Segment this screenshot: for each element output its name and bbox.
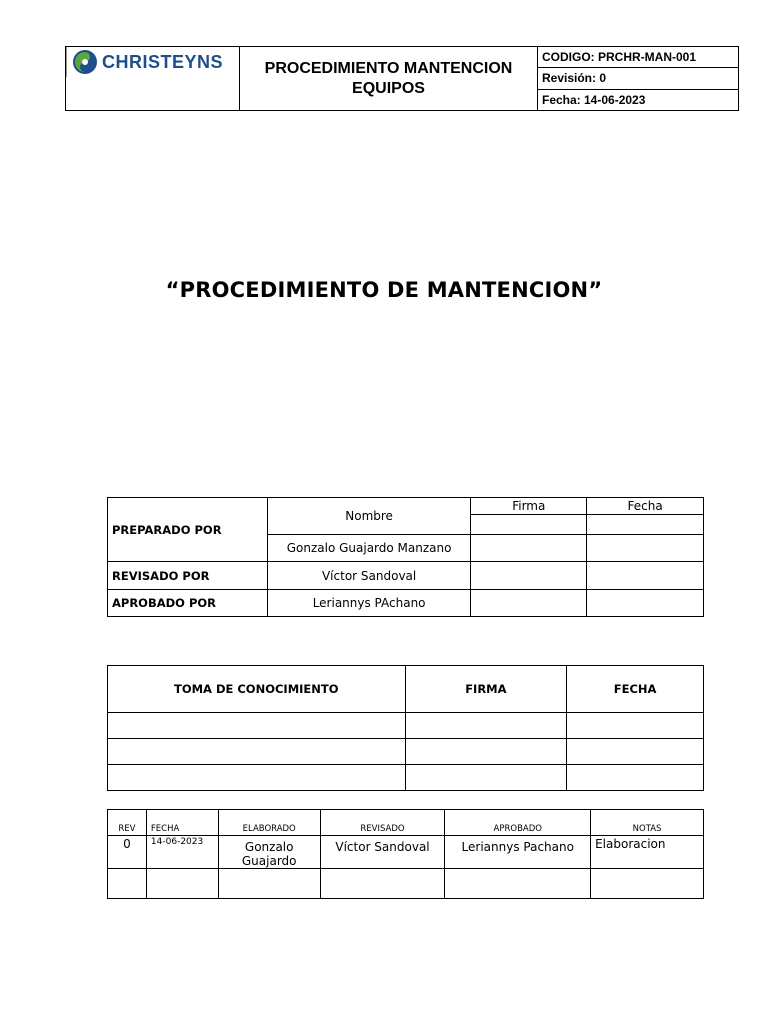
table-cell [108,765,406,791]
table-cell [405,739,567,765]
table-cell [567,713,704,739]
firma-header: Firma [471,498,587,515]
fecha-cell [587,590,704,617]
firma-cell [471,590,587,617]
revisado-label: REVISADO POR [108,562,268,590]
revisado-name: Víctor Sandoval [267,562,471,590]
title-line-2: EQUIPOS [352,79,425,97]
fecha-cell [587,515,704,535]
table-cell [591,869,704,899]
aprobado-label: APROBADO POR [108,590,268,617]
fecha-field: Fecha: 14-06-2023 [538,89,739,110]
aprobado-name: Leriannys PAchano [267,590,471,617]
table-cell [567,739,704,765]
revision-field: Revisión: 0 [538,68,739,89]
table-cell [108,869,147,899]
table-cell [320,869,445,899]
table-cell [108,713,406,739]
table-cell [567,765,704,791]
table-cell [405,765,567,791]
title-line-1: PROCEDIMIENTO MANTENCION [264,59,513,77]
table-cell [445,869,591,899]
codigo-field: CODIGO: PRCHR-MAN-001 [538,47,739,68]
rev-header: REV [108,810,147,836]
fecha-header: Fecha [587,498,704,515]
christeyns-logo-icon [72,49,98,75]
nombre-header: Nombre [267,498,471,535]
document-title [240,47,538,111]
firma-cell [471,535,587,562]
preparado-name: Gonzalo Guajardo Manzano [267,535,471,562]
page-title: “PROCEDIMIENTO DE MANTENCION” [165,278,603,302]
document-header [65,46,739,111]
elaborado-header: ELABORADO [218,810,320,836]
firma-cell [471,515,587,535]
table-cell [218,869,320,899]
firma-cell [471,562,587,590]
table-cell [146,869,218,899]
logo-cell [66,47,240,111]
aprobado-header: APROBADO [445,810,591,836]
toma-conocimiento-table [107,665,704,791]
toma-fecha-header: FECHA [567,666,704,713]
elaborado-value: Gonzalo Guajardo [218,836,320,869]
approval-table [107,497,704,617]
toma-firma-header: FIRMA [405,666,567,713]
toma-header: TOMA DE CONOCIMIENTO [108,666,406,713]
rev-value: 0 [108,836,147,869]
fecha-value: 14-06-2023 [146,836,218,869]
table-cell [108,739,406,765]
preparado-label: PREPARADO POR [108,498,268,562]
aprobado-value: Leriannys Pachano [445,836,591,869]
revisado-header: REVISADO [320,810,445,836]
fecha-header: FECHA [146,810,218,836]
company-logo [66,47,239,75]
notas-value: Elaboracion [591,836,704,869]
fecha-cell [587,562,704,590]
revisado-value: Víctor Sandoval [320,836,445,869]
table-cell [405,713,567,739]
logo-wordmark: CHRISTEYNS [102,51,224,72]
notas-header: NOTAS [591,810,704,836]
fecha-cell [587,535,704,562]
revisions-table [107,809,704,899]
